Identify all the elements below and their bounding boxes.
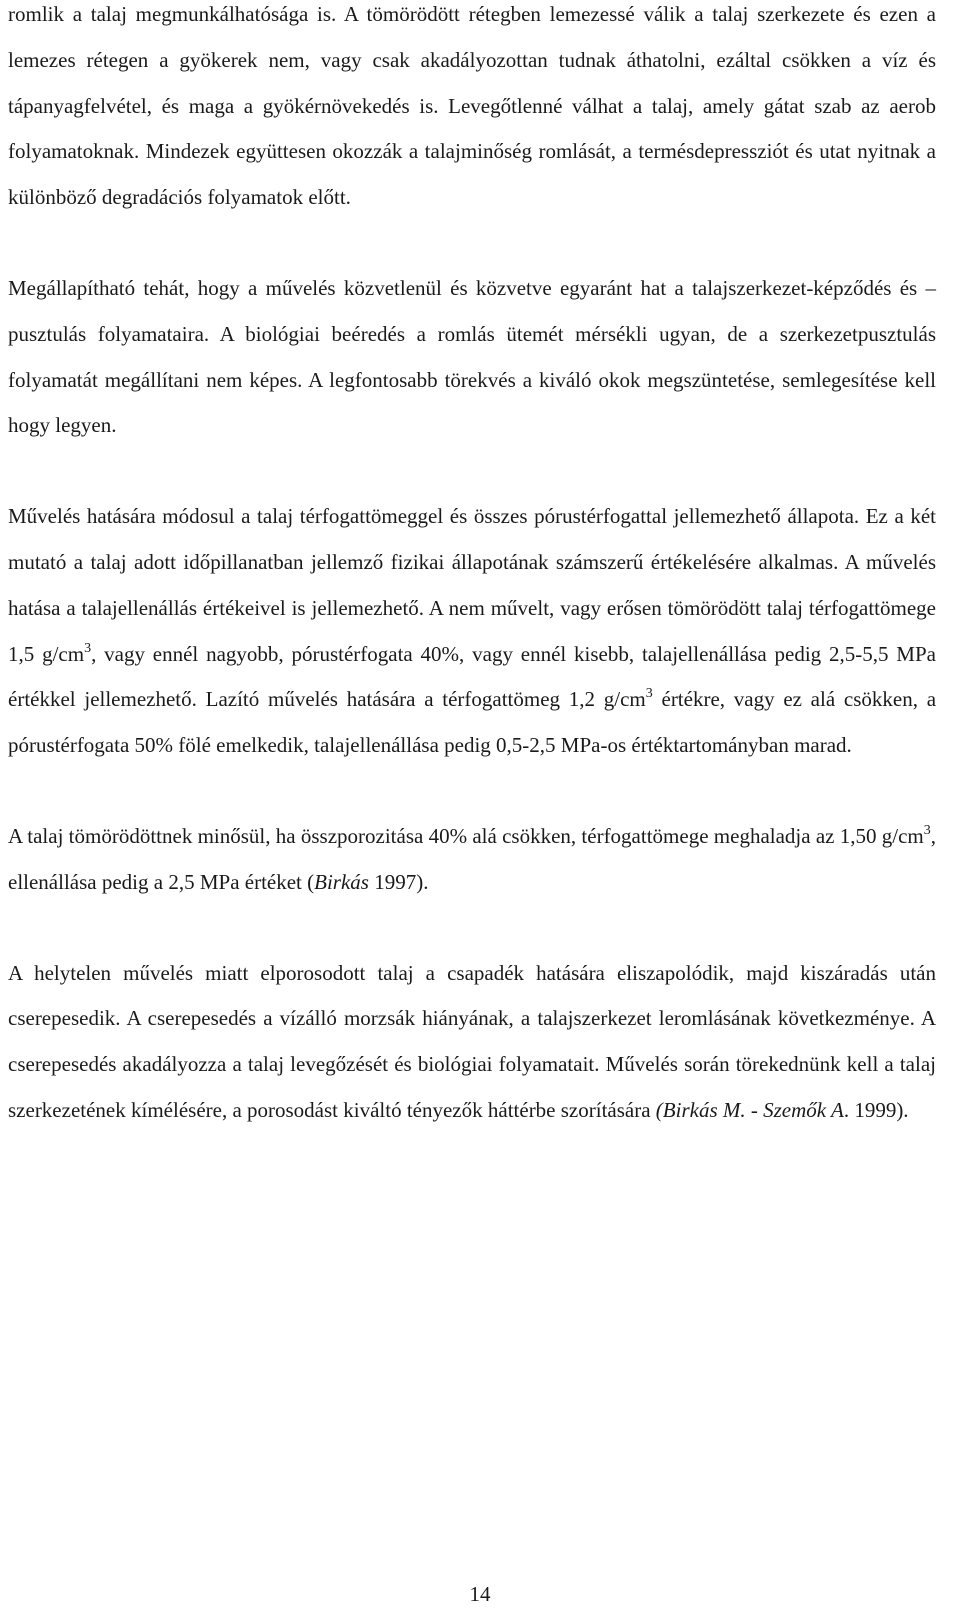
document-body [8, 0, 936, 1134]
text-run: Művelés hatására módosul a talaj térfogattömeggel és összes pórustérfogattal jellemezhető állapota. Ez a két mutató a talaj adott időpillanatban jellemző fizikai állapotának számszerű értékelésére alkalmas. A művelés hatása a talajellenállás értékeivel is jellemezhető. A nem művelt, vagy erősen tömörödött talaj térfogattömege 1,5 g/cm [8, 504, 936, 666]
paragraph-bulk-density [8, 494, 936, 769]
superscript-exponent: 3 [645, 686, 653, 702]
citation-author: Birkás [314, 869, 369, 894]
citation-author: Szemők A [763, 1097, 844, 1122]
superscript-exponent: 3 [923, 822, 931, 838]
text-run: A helytelen művelés miatt elporosodott talaj a csapadék hatására eliszapolódik, majd kiszáradás után cserepesedik. A cserepesedés a vízálló morzsák hiányának, a talajszerkezet leromlásának következménye. A cserepesedés akadályozza a talaj levegőzését és biológiai folyamatait. Művelés során törekednünk kell a talaj szerkezetének kímélésére, a porosodást kiváltó tényezők háttérbe szorítására [8, 960, 936, 1122]
paragraph-crusting [8, 951, 936, 1134]
page-number: 14 [469, 1582, 491, 1606]
text-run: A talaj tömörödöttnek minősül, ha összporozitása 40% alá csökken, térfogattömege meghaladja az 1,50 g/cm [8, 823, 924, 848]
paragraph-compaction-definition [8, 814, 936, 906]
superscript-exponent: 3 [84, 640, 92, 656]
text-run: . 1999). [843, 1097, 909, 1122]
text-run: , ellenállása pedig a 2,5 MPa értéket ( [8, 823, 936, 894]
text-run: romlik a talaj megmunkálhatósága is. A tömörödött rétegben lemezessé válik a talaj szerkezete és ezen a lemezes rétegen a gyökerek nem, vagy csak akadályozottan tudnak áthatolni, ezáltal csökken a víz és tápanyagfelvétel, és maga a gyökérnövekedés is. Levegőtlenné válhat a talaj, amely gátat szab az aerob folyamatoknak. Mindezek együttesen okozzák a talajminőség romlását, a termésdepressziót és utat nyitnak a különböző degradációs folyamatok előtt. [8, 2, 936, 210]
text-run: , vagy ennél nagyobb, pórustérfogata 40%, vagy ennél kisebb, talajellenállása pedig 2,5-5,5 MPa értékkel jellemezhető. Lazító művelés hatására a térfogattömeg 1,2 g/cm [8, 641, 936, 712]
paragraph-intro-continuation [8, 0, 936, 221]
text-run: értékre, vagy ez alá csökken, a pórustérfogata 50% fölé emelkedik, talajellenállása pedig 0,5-2,5 MPa-os értéktartományban marad. [8, 687, 937, 758]
paragraph-cultivation-effects [8, 266, 936, 449]
text-run: - [745, 1097, 764, 1122]
text-run: 1997). [368, 869, 429, 894]
citation-author: (Birkás M. [655, 1097, 746, 1122]
text-run: Megállapítható tehát, hogy a művelés közvetlenül és közvetve egyaránt hat a talajszerkezet-képződés és – pusztulás folyamataira. A biológiai beéredés a romlás ütemét mérsékli ugyan, de a szerkezetpusztulás folyamatát megállítani nem képes. A legfontosabb törekvés a kiváló okok megszüntetése, semlegesítése kell hogy legyen. [8, 275, 936, 438]
